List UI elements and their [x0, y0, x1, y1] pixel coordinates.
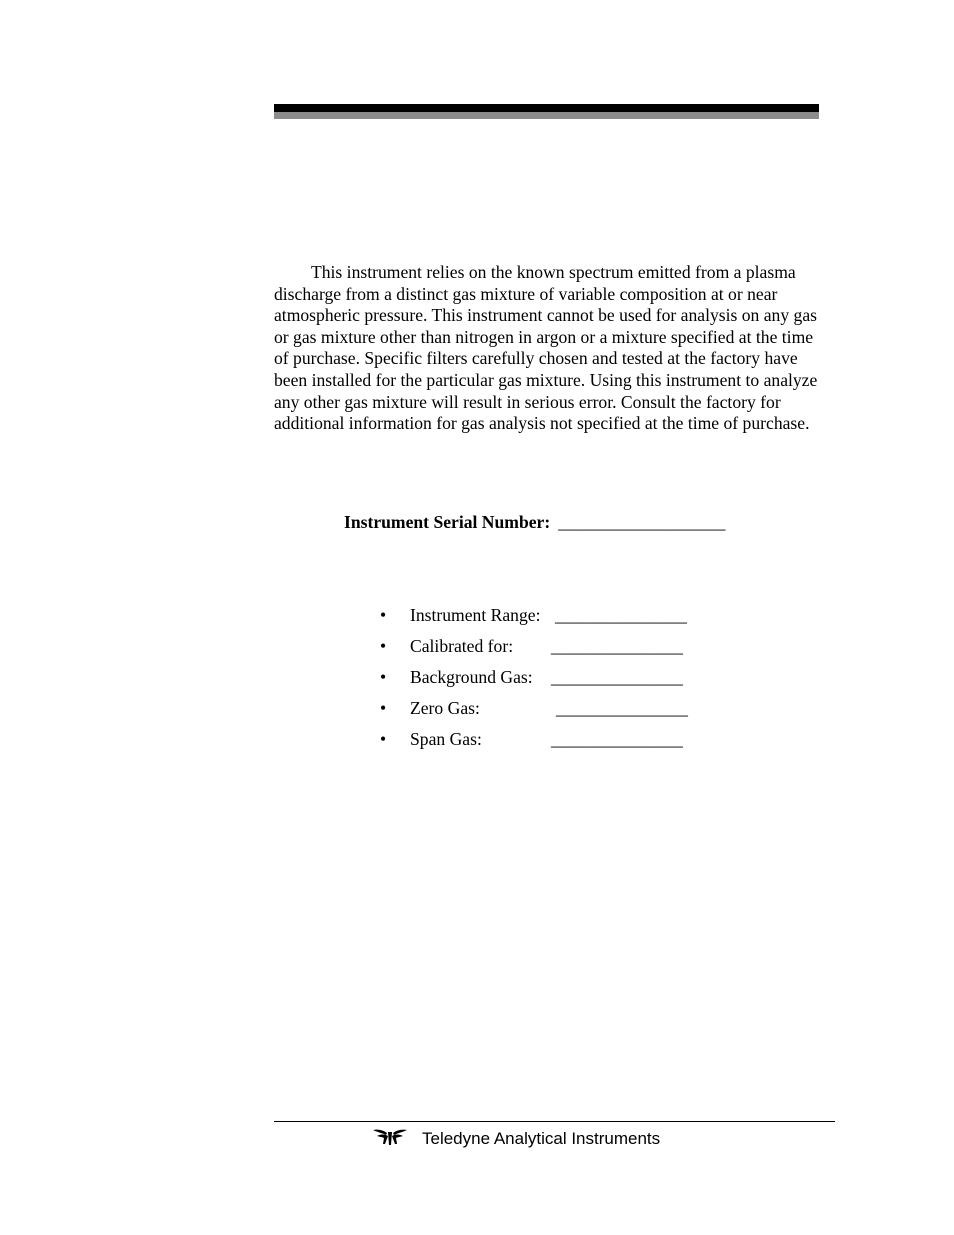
bullet-icon: • — [380, 667, 387, 687]
teledyne-logo-icon — [372, 1127, 408, 1147]
spec-blank: _______________ — [551, 667, 683, 687]
spec-blank: _______________ — [556, 698, 688, 718]
bullet-icon: • — [380, 636, 387, 656]
bullet-icon: • — [380, 729, 387, 749]
spec-blank: _______________ — [555, 605, 687, 625]
bullet-icon: • — [380, 698, 387, 718]
intro-paragraph: This instrument relies on the known spectrum emitted from a plasma discharge from a distinct gas mixture of variable composition at or near atmospheric pressure. This instrument cannot be used for analysis on any gas or gas mixture other than nitrogen in argon or a mixture specified at the time of purchase. Specific filters carefully chosen and tested at the factory have been installed for the particular gas mixture. Using this instrument to analyze any other gas mixture will result in serious error. Consult the factory for additional information for gas analysis not specified at the time of purchase. — [274, 262, 818, 434]
bullet-icon: • — [380, 605, 387, 625]
spec-label: Zero Gas: — [410, 698, 480, 718]
serial-number-label: Instrument Serial Number: — [344, 512, 551, 532]
footer-rule — [274, 1121, 835, 1122]
spec-label: Instrument Range: — [410, 605, 541, 625]
footer-company-name: Teledyne Analytical Instruments — [422, 1129, 661, 1148]
spec-blank: _______________ — [551, 729, 683, 749]
serial-number-blank: ___________________ — [558, 512, 726, 532]
serial-number-line — [344, 512, 725, 533]
spec-label: Span Gas: — [410, 729, 482, 749]
spec-label: Calibrated for: — [410, 636, 514, 656]
header-rule-black — [274, 104, 819, 112]
spec-label: Background Gas: — [410, 667, 533, 687]
header-rule-gray — [274, 112, 819, 119]
spec-blank: _______________ — [551, 636, 683, 656]
